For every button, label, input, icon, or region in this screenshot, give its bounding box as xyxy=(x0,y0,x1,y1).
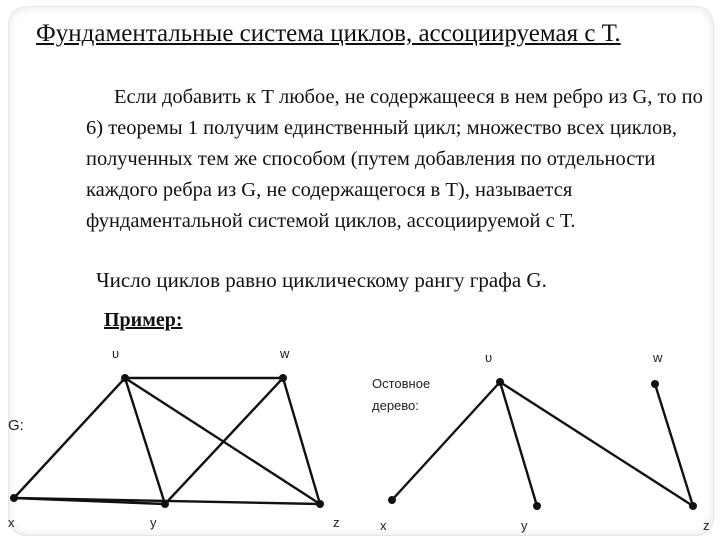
tree-label-line1: Остовное xyxy=(372,376,431,391)
tree-vertex-label-y: y xyxy=(521,518,528,533)
tree-vertex-label-z: z xyxy=(703,518,710,533)
vertex-label-x: x xyxy=(8,515,15,530)
tree-label-line2: дерево: xyxy=(372,398,419,413)
graphs-figure xyxy=(0,330,720,540)
slide-title: Фундаментальные система циклов, ассоциируемая с Т. xyxy=(36,20,621,47)
vertex-label-v: υ xyxy=(112,346,120,361)
edge-v-x xyxy=(14,378,125,498)
vertex-y xyxy=(161,500,169,508)
vertex-x xyxy=(10,494,18,502)
vertex-label-z: z xyxy=(333,515,340,530)
vertex-label-w: w xyxy=(280,346,290,361)
graph-g-label: G: xyxy=(8,417,24,434)
edge-w-y xyxy=(165,378,283,504)
tree-vertex-z xyxy=(689,502,697,510)
spanning-tree xyxy=(372,350,710,533)
tree-vertex-label-w: w xyxy=(653,350,663,365)
edge-v-y xyxy=(125,378,165,504)
tree-edge-v-y xyxy=(500,382,537,506)
vertex-z xyxy=(316,500,324,508)
cycles-count-statement: Число циклов равно циклическому рангу графа G. xyxy=(96,268,547,292)
tree-vertex-v xyxy=(496,378,504,386)
tree-edge-w-z xyxy=(655,384,693,506)
tree-vertex-w xyxy=(651,380,659,388)
example-label: Пример: xyxy=(104,309,183,331)
tree-vertex-x xyxy=(388,496,396,504)
definition-paragraph: Если добавить к Т любое, не содержащееся в нем ребро из G, то по 6) теоремы 1 получим единственный цикл; множество всех циклов, полученных тем же способом (путем добавления по отдельности каждого ребра из G, не содержащегося в Т), называется фундаментальной системой циклов, ассоциируемой с Т. xyxy=(86,86,703,232)
vertex-v xyxy=(121,374,129,382)
tree-vertex-y xyxy=(533,502,541,510)
tree-vertex-label-v: υ xyxy=(485,350,493,365)
vertex-w xyxy=(279,374,287,382)
vertex-label-y: y xyxy=(150,515,157,530)
tree-vertex-label-x: x xyxy=(380,518,387,533)
graph-g xyxy=(8,346,340,530)
tree-edge-v-z xyxy=(500,382,693,506)
